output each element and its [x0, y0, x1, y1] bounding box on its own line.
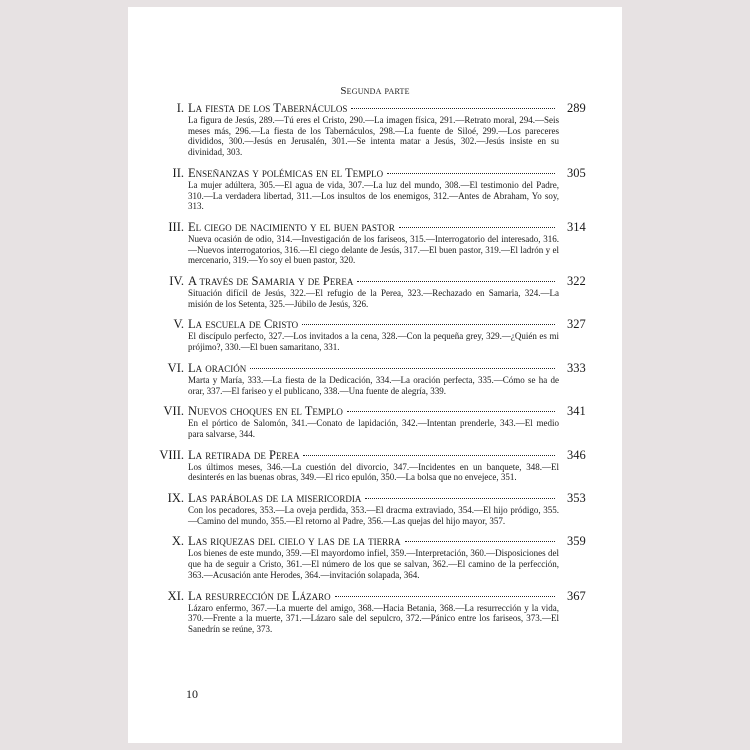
chapter-numeral: II.: [172, 165, 184, 180]
chapter-title: El ciego de nacimiento y el buen pastor: [188, 219, 395, 234]
dot-leader: [405, 541, 555, 542]
chapter-numeral: VI.: [167, 360, 184, 375]
chapter-summary: Los últimos meses, 346.—La cuestión del divorcio, 347.—Incidentes en un banquete, 348.—El desinterés en las buenas obras, 349.—El rico epulón, 350.—La bolsa que no envejece, 351.: [188, 461, 559, 483]
chapter-summary: La figura de Jesús, 289.—Tú eres el Cristo, 290.—La imagen física, 291.—Retrato moral, 294.—Seis meses más, 296.—La fiesta de los Tabernáculos, 298.—La fuente de Siloé, 299.—Los pareceres divididos, 300.—Jesús en Jerusalén, 301.—Se intenta matar a Jesús, 302.—Jesús insiste en su divinidad, 303.: [188, 115, 559, 158]
chapter-page-number: 327: [567, 317, 586, 332]
chapter-title: La fiesta de los Tabernáculos: [188, 101, 348, 115]
dot-leader: [302, 324, 555, 325]
toc-entry-heading: [167, 360, 586, 375]
toc-entry-6: [167, 360, 586, 396]
chapter-page-number: 341: [567, 404, 586, 419]
book-page: [128, 7, 622, 743]
chapter-title: Las riquezas del cielo y las de la tierra: [188, 534, 401, 549]
chapter-page-number: 353: [567, 491, 586, 506]
chapter-page-number: 359: [567, 534, 586, 549]
dot-leader: [351, 108, 555, 109]
toc-entry-9: [167, 491, 586, 526]
dot-leader: [303, 455, 555, 456]
chapter-numeral: V.: [173, 317, 184, 332]
chapter-numeral: VIII.: [159, 447, 184, 462]
dot-leader: [250, 368, 555, 369]
toc-entry-heading: [173, 317, 586, 332]
dot-leader: [335, 596, 555, 597]
toc-entry-heading: [159, 447, 586, 462]
chapter-numeral: IV.: [169, 274, 184, 289]
chapter-summary: Marta y María, 333.—La fiesta de la Dedicación, 334.—La oración perfecta, 335.—Cómo se ha de orar, 337.—El fariseo y el publicano, 338.—Una fuente de alegría, 339.: [188, 374, 559, 396]
chapter-summary: El discípulo perfecto, 327.—Los invitados a la cena, 328.—Con la pequeña grey, 329.—¿Quién es mi prójimo?, 330.—El buen samaritano, 331.: [188, 331, 559, 353]
dot-leader: [365, 498, 555, 499]
chapter-page-number: 289: [567, 101, 586, 115]
toc-entry-heading: [168, 219, 586, 234]
chapter-numeral: I.: [176, 101, 184, 115]
toc-entry-1: [176, 101, 586, 158]
chapter-title: La retirada de Perea: [188, 447, 300, 462]
chapter-numeral: X.: [171, 534, 184, 549]
chapter-title: Las parábolas de la misericordia: [188, 491, 362, 506]
chapter-page-number: 333: [567, 360, 586, 375]
dot-leader: [387, 173, 555, 174]
chapter-summary: La mujer adúltera, 305.—El agua de vida, 307.—La luz del mundo, 308.—El testimonio del Padre, 310.—La verdadera libertad, 311.—Los insultos de los enemigos, 312.—Antes de Abraham, Yo soy, 313.: [188, 179, 559, 212]
chapter-summary: En el pórtico de Salomón, 341.—Conato de lapidación, 342.—Intentan prenderle, 343.—El medio para salvarse, 344.: [188, 418, 559, 439]
chapter-page-number: 346: [567, 447, 586, 462]
part-title: Segunda parte: [340, 85, 410, 97]
dot-leader: [357, 281, 555, 282]
toc-entry-heading: [167, 588, 586, 603]
chapter-title: La oración: [188, 360, 247, 375]
toc-entry-heading: [163, 404, 586, 419]
toc-entry-4: [169, 274, 586, 309]
chapter-page-number: 322: [567, 274, 586, 289]
chapter-title: La escuela de Cristo: [188, 317, 299, 332]
toc-entry-heading: [171, 534, 586, 549]
chapter-title: Nuevos choques en el Templo: [188, 404, 343, 419]
toc-entry-7: [163, 404, 586, 439]
chapter-numeral: XI.: [167, 588, 184, 603]
chapter-summary: Con los pecadores, 353.—La oveja perdida, 353.—El dracma extraviado, 354.—El hijo pródigo, 355.—Camino del mundo, 355.—El retorno al Padre, 356.—Las quejas del hijo mayor, 357.: [188, 505, 559, 526]
chapter-summary: Situación difícil de Jesús, 322.—El refugio de la Perea, 323.—Rechazado en Samaria, 324.—La misión de los Setenta, 325.—Júbilo de Jesús, 326.: [188, 288, 559, 309]
toc-entry-2: [172, 165, 586, 212]
chapter-numeral: III.: [168, 219, 184, 234]
table-of-contents: [159, 101, 586, 643]
dot-leader: [347, 411, 555, 412]
toc-entry-heading: [176, 101, 586, 115]
toc-entry-5: [173, 317, 586, 353]
dot-leader: [399, 227, 555, 228]
page-number-folio: 10: [186, 687, 198, 701]
chapter-numeral: IX.: [167, 491, 184, 506]
chapter-page-number: 367: [567, 588, 586, 603]
chapter-page-number: 305: [567, 165, 586, 180]
toc-entry-3: [168, 219, 586, 266]
toc-entry-heading: [172, 165, 586, 180]
chapter-summary: Los bienes de este mundo, 359.—El mayordomo infiel, 359.—Interpretación, 360.—Disposiciones del que ha de seguir a Cristo, 361.—El número de los que se salvan, 362.—El camino de la perfección, 363.—Acusación ante Herodes, 364.—invitación solapada, 364.: [188, 548, 559, 580]
chapter-title: La resurrección de Lázaro: [188, 588, 331, 603]
chapter-numeral: VII.: [163, 404, 184, 419]
toc-entry-8: [159, 447, 586, 483]
toc-entry-heading: [169, 274, 586, 289]
chapter-title: A través de Samaria y de Perea: [188, 274, 354, 289]
toc-entry-heading: [167, 491, 586, 506]
chapter-title: Enseñanzas y polémicas en el Templo: [188, 165, 384, 180]
toc-entry-10: [171, 534, 586, 580]
toc-entry-11: [167, 588, 586, 635]
chapter-summary: Lázaro enfermo, 367.—La muerte del amigo, 368.—Hacia Betania, 368.—La resurrección y la vida, 370.—Frente a la muerte, 371.—Lázaro sale del sepulcro, 372.—Pánico entre los fariseos, 373.—El Sanedrín se reúne, 373.: [188, 602, 559, 634]
chapter-page-number: 314: [567, 219, 586, 234]
chapter-summary: Nueva ocasión de odio, 314.—Investigación de los fariseos, 315.—Interrogatorio del interesado, 316.—Nuevos interrogatorios, 316.—El ciego delante de Jesús, 317.—El buen pastor, 319.—El ladrón y el mercenario, 319.—Yo soy el buen pastor, 320.: [188, 233, 559, 266]
